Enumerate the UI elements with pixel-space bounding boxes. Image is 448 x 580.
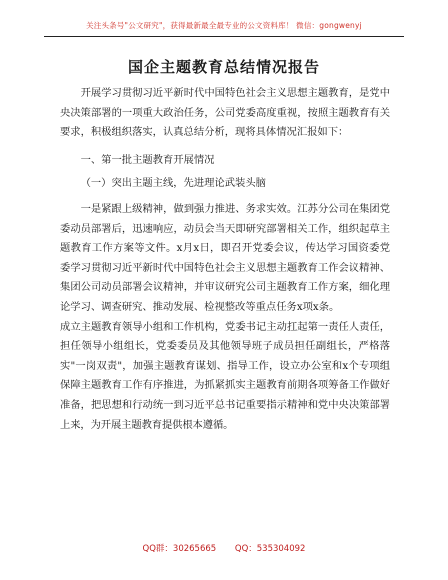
footer-contact <box>0 542 448 554</box>
document-title: 国企主题教育总结情况报告 <box>127 58 320 76</box>
body-paragraph: 成立主题教育领导小组和工作机构，党委书记主动扛起第一责任人责任，担任领导小组组长，党委委员及其他领导班子成员担任副组长，严格落实"一岗双责"，加强主题教育谋划、指导工作，设立办公室和x个专项组保障主题教育工作有序推进，为抓紧抓实主题教育前期各项筹备工作做好准备，把思想和行动统一到习近平总书记重要指示精神和党中央决策部署上来，为开展主题教育提供根本遵循。 <box>60 320 390 431</box>
intro-paragraph: 开展学习贯彻习近平新时代中国特色社会主义思想主题教育，是党中央决策部署的一项重大政治任务，公司党委高度重视，按照主题教育有关要求，积极组织落实，认真总结分析，现将具体情况汇报如下： <box>60 87 390 139</box>
document-body <box>60 84 390 435</box>
subsection-heading: （一）突出主题主线，先进理论武装头脑 <box>80 177 266 190</box>
body-paragraph: 一是紧跟上级精神，做到强力推进、务求实效。江苏分公司在集团党委动员部署后，迅速响应，动员会当天即研究部署相关工作，组织起草主题教育工作方案等文件。x月x日，即召开党委会议，传达学习国资委党委学习贯彻习近平新时代中国特色社会主义思想主题教育工作会议精神、集团公司动员部署会议精神，并审议研究公司主题教育工作方案，细化理论学习、调查研究、推动发展、检视整改等重点任务x项x条。 <box>60 202 390 313</box>
footer-qq-group: QQ群：30265665 <box>142 544 217 554</box>
footer-qq: QQ：535304092 <box>234 544 306 554</box>
section-heading: 一、第一批主题教育开展情况 <box>80 153 215 166</box>
header-banner: 关注头条号"公文研究"，获得最新最全最专业的公文资料库！ 微信：gongwenyj <box>86 21 362 30</box>
header-divider <box>44 36 404 37</box>
